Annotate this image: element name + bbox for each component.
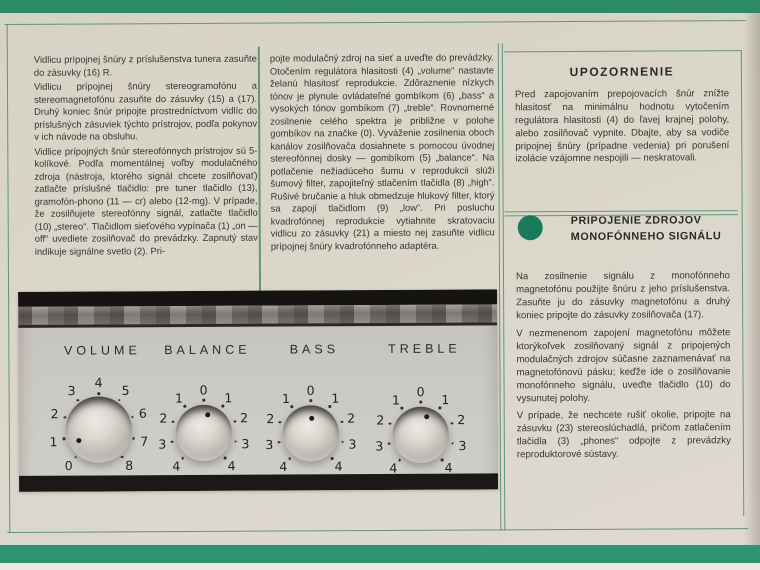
knob-scale-number: 0 [416,384,425,400]
knob-scale-tick [234,440,237,443]
knob-pointer-dot [424,414,429,419]
knob-scale-tick [121,456,124,459]
green-rule-bottom [7,528,748,533]
knob-scale-number: 1 [441,391,450,407]
knob-scale-number: 8 [125,457,134,473]
knob-scale-tick [233,420,236,423]
knob-scale-tick [341,440,344,443]
knob-scale-number: 2 [376,412,385,428]
knob-scale-tick [131,416,134,419]
knob-scale-tick [340,421,343,424]
knob-scale-tick [331,457,334,460]
knob-scale-number: 1 [174,390,183,406]
knob-scale-tick [63,438,66,441]
knob-scale-number: 2 [347,410,356,426]
page-bottom-green-stripe [0,545,760,563]
section-body [516,271,731,463]
knob-scale-number: 0 [199,382,208,398]
knob-scale-tick [183,405,186,408]
knob-scale-tick [400,407,403,410]
knob-scale-number: 4 [172,458,181,474]
knob-scale-tick [309,399,312,402]
knob-scale-tick [388,422,391,425]
knob-scale-number: 1 [281,390,290,406]
green-rule-left [7,24,11,533]
amplifier-panel-photo [18,289,498,492]
knob-scale-tick [97,392,100,395]
knob-scale-number: 2 [240,410,249,426]
knob-scale-tick [171,420,174,423]
knob-scale-tick [278,421,281,424]
knob-scale-tick [74,456,77,459]
knob-scale-number: 0 [64,458,73,474]
knob-scale-number: 4 [334,458,343,474]
knob-scale-number: 4 [444,460,453,476]
knob-scale-tick [64,416,67,419]
knob-scale-tick [290,405,293,408]
knob-scale-number: 1 [49,434,58,450]
knob-pointer-dot [309,416,314,421]
knob-scale-number: 7 [140,433,149,449]
knob-scale-number: 4 [227,458,236,474]
paragraph: pojte modulačný zdroj na sieť a uveďte do prevádzky. Otočením regulátora hlasitosti (4) „volume“ nastavte želanú hlasitosť reprodukcie. Zdôraznenie nízkych tónov je plynule ovládateľné gombíkom (6) „bass“ a vysokých tónov gombíkom (7) „treble“. Rovnomerné zosilnenie celého spektra je približne v polohe gombíkov na značke (0). Vyváženie zosilnenia oboch kanálov zosilňovača dosiahnete s pomocou úvodnej stereofónnej dosky — gombíkom (5) „balance“. Na potlačenie nežiadúceho šumu v reprodukcii slúži šumový filter, zapojiteľný stlačením tlačidla (8) „high“. Rušivé bručanie a hluk obmedzuje hlukový filter, ktorý sa zapojí tlačidlom (9) „low“. Pri posluchu kvadrofónnej reprodukcie vytiahnite skratovaciu vidlicu zo zásuvky (21) a miesto nej zasuňte vidlicu prípojnej šnúry kvadrofónneho adaptéra. [269,51,495,252]
warning-box-top-rule [504,50,741,53]
page-bottom-white-margin [0,563,760,570]
paragraph: Vidlicu prípojnej šnúry stereogramofónu a stereomagnetofónu zasuňte do zásuvky (15) a (17). Druhý koniec šnúr pripojte prostredníctvom vidlíc do príslušných zásuviek týchto prístrojov, podľa pokynov v ich návode na obsluhu. [33,79,258,142]
paragraph: Vidlice prípojných šnúr stereofónnych prístrojov sú 5-kolíkové. Podľa momentálnej voľby modulačného zdroja (nástroja, ktorého signál chcete zosilňovať) zatlačte príslušné tlačidlo: pre tuner tlačidlo (13), gramofón-phono (11 — cr) alebo (12-mg). V prípade, že zosilňujete stereofónny signál, zatlačte tlačidlo (10) „stereo“. Tlačidlom sieťového vypínača (1) „on —off“ uvediete zosilňovač do prevádzky. Zapnutý stav indikuje signálne svetlo (2). Pri- [34,144,258,257]
knob-scale-number: 4 [389,460,398,476]
knob-scale-number: 2 [266,411,275,427]
knob-scale-number: 3 [265,437,274,453]
knob-scale-number: 0 [306,382,315,398]
knob-scale-number: 2 [50,406,59,422]
knob-cap [393,407,449,463]
knob-scale-number: 2 [159,410,168,426]
warning-title: UPOZORNENIE [569,64,675,80]
paragraph: V prípade, že nechcete rušiť okolie, pripojte na zásuvku (23) stereoslúchadlá, pričom zatlačením tlačidla (3) „phones“ odpojte z prevádzky reproduktorové sústavy. [516,409,731,461]
paragraph: Na zosilnenie signálu z monofónneho magnetofónu použijte šnúru z jeho príslušenstva. Zasuňte ju do zásuvky magnetofónu a druhý koniec pripojte do zásuvky zosilňovača (17). [515,270,731,322]
knob-pointer-dot [76,438,81,443]
column-divider-2-inner [501,43,505,530]
knob-scale-number: 3 [241,436,250,452]
page-edge-shadow [744,13,760,545]
knob-scale-number: 3 [348,436,357,452]
knob-balance-label: BALANCE [164,342,251,358]
knob-scale-tick [202,399,205,402]
page-content [0,11,760,547]
knob-scale-tick [438,406,441,409]
knob-scale-number: 3 [375,438,384,454]
knob-scale-tick [224,457,227,460]
section-title-line1: PRIPOJENIE ZDROJOV [570,214,702,228]
warning-text: Pred zapojovaním prepojovacích šnúr znížte hlasitosť na minimálnu hodnotu vytočením regulátora hlasitosti (4) do ľavej krajnej polohy, alebo zosilňovač vypnite. Dbajte, aby sa vodiče pripojnej šnúry (prípadne vedenia) pri porušení izolácie vzájomne nespojili — neskratovali. [515,88,730,165]
knob-scale-number: 1 [331,390,340,406]
knob-scale-tick [450,422,453,425]
section-title-line2: MONOFÓNNEHO SIGNÁLU [570,230,722,244]
knob-scale-tick [278,441,281,444]
knob-pointer-dot [205,413,210,418]
paragraph: Vidlicu prípojnej šnúry z príslušenstva tunera zasuňte do zásuvky (16) R. [33,52,257,78]
knob-scale-number: 2 [457,412,466,428]
column-left [34,53,258,260]
knob-scale-number: 1 [391,392,400,408]
section-heading [516,213,730,246]
section-title [571,213,722,246]
knob-scale-tick [451,442,454,445]
knob-treble-label: TREBLE [388,341,461,356]
column-divider-1 [258,47,261,293]
manual-paper [0,13,760,545]
column-middle [270,51,495,254]
knob-cap [66,396,132,462]
knob-scale-tick [328,405,331,408]
knob-scale-number: 3 [458,438,467,454]
knob-scale-tick [171,440,174,443]
knob-cap [283,405,339,461]
section-bullet-dot-icon [518,215,543,240]
knob-scale-tick [398,459,401,462]
paragraph: V nezmenenom zapojení magnetofónu môžete ktorýkoľvek zosilňovaný signál z pripojených modulačných zdrojov súčasne zaznamenávať na magnetofónovú pásku; keďže ide o zosilňovanie monofónneho signálu, uveďte tlačidlo (10) do vysunutej polohy. [516,327,731,404]
knob-scale-tick [181,457,184,460]
knob-scale-number: 3 [158,436,167,452]
knob-scale-tick [288,457,291,460]
knob-scale-number: 5 [121,383,130,399]
knob-scale-number: 1 [224,390,233,406]
knob-scale-number: 4 [94,374,103,390]
knob-scale-tick [441,459,444,462]
knob-scale-tick [419,400,422,403]
column-right [515,60,731,467]
knob-scale-tick [77,399,80,402]
knob-bass-label: BASS [289,342,340,357]
knob-scale-number: 6 [138,405,147,421]
knob-scale-tick [132,437,135,440]
knob-scale-tick [118,399,121,402]
knob-cap [176,405,232,461]
green-rule-top [5,20,746,25]
knob-scale-tick [221,404,224,407]
knob-scale-number: 4 [279,458,288,474]
knob-volume-label: VOLUME [63,343,141,358]
photo-bottom-black-band [19,473,498,492]
knob-scale-number: 3 [67,383,76,399]
knob-scale-tick [388,442,391,445]
